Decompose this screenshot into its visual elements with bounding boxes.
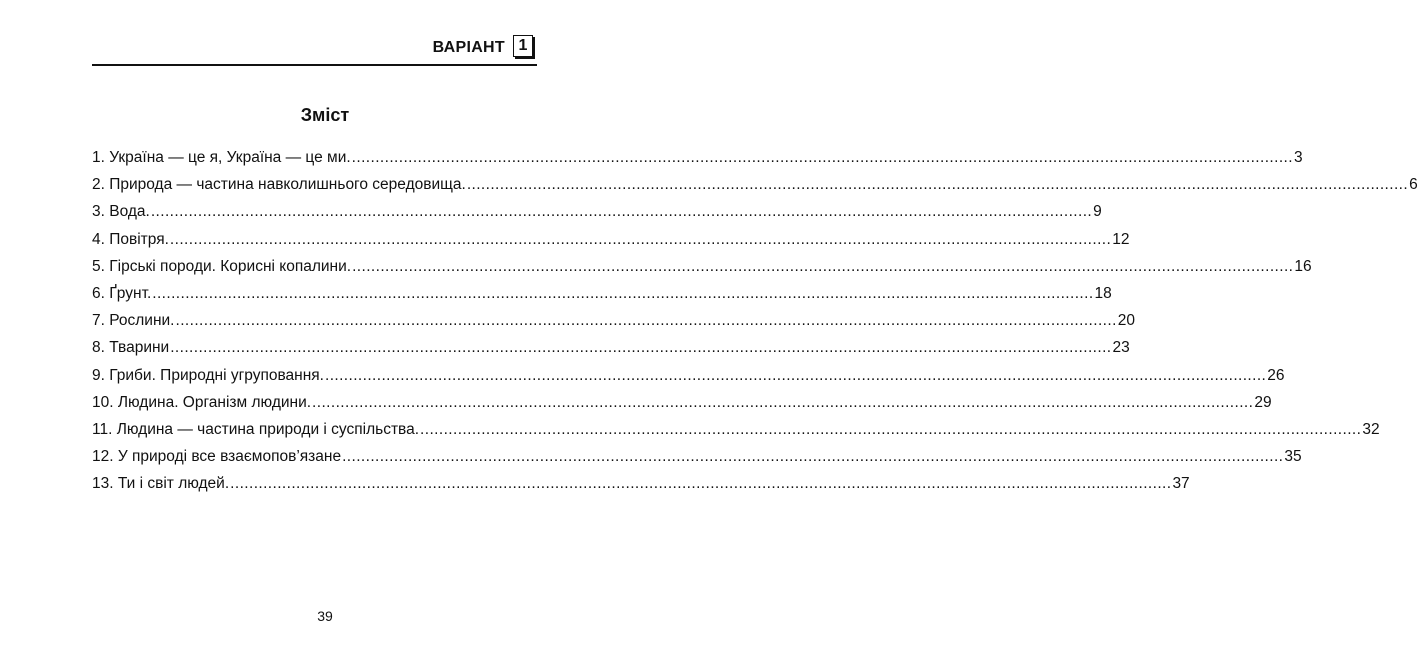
toc-item-title: 7. Рослини. — [92, 312, 175, 330]
toc-title: Зміст — [300, 105, 350, 125]
toc-item — [92, 171, 1418, 198]
toc-leader-dots: ........................................................................................................................................................................................................ — [351, 149, 1293, 166]
toc-item-page: 3 — [1293, 149, 1303, 166]
page-header — [92, 30, 537, 66]
toc-item-page: 20 — [1117, 312, 1136, 330]
toc-item-page: 32 — [1362, 420, 1380, 438]
toc-item-title: 12. У природі все взаємопов’язане — [92, 448, 342, 466]
variant-label: ВАРІАНТ — [432, 39, 505, 56]
toc-item-page: 23 — [1112, 339, 1130, 357]
toc-item-title: 4. Повітря. — [92, 230, 169, 248]
toc-item-page: 35 — [1284, 448, 1302, 466]
toc-item-title: 11. Людина — частина природи і суспільства. — [92, 420, 420, 438]
toc-item-title: 10. Людина. Організм людини. — [92, 393, 312, 411]
toc-item-page: 37 — [1172, 475, 1190, 493]
variant-number-badge: 1 — [513, 35, 533, 57]
toc-item — [92, 362, 1285, 389]
toc-item — [92, 226, 1130, 253]
toc-leader-dots: ........................................................................................................................................................................................................ — [352, 257, 1294, 275]
toc-item-title: 5. Гірські породи. Корисні копалини. — [92, 257, 352, 275]
toc-leader-dots: ........................................................................................................................................................................................................ — [230, 475, 1172, 493]
toc-item — [92, 470, 1190, 497]
toc-item-title: 6. Ґрунт. — [92, 284, 152, 302]
toc-item-page: 18 — [1094, 284, 1112, 302]
toc-item-title: 9. Гриби. Природні угруповання. — [92, 366, 324, 384]
toc-leader-dots: ........................................................................................................................................................................................................ — [150, 203, 1093, 221]
toc-item-page: 16 — [1294, 257, 1312, 275]
toc-item — [92, 416, 1380, 443]
page-number: 39 — [317, 608, 333, 624]
toc-item-page: 9 — [1093, 203, 1102, 221]
toc-item-title: 2. Природа — частина навколишнього середовища. — [92, 176, 466, 194]
toc-item — [92, 334, 1130, 361]
toc-item-page: 26 — [1267, 366, 1285, 384]
toc-item-page: 12 — [1112, 230, 1130, 248]
toc-item — [92, 280, 1112, 307]
toc-item — [92, 198, 1102, 225]
toc-item-title: 8. Тварини — [92, 339, 170, 357]
toc-item — [92, 389, 1272, 416]
toc-leader-dots: ........................................................................................................................................................................................................ — [466, 176, 1409, 194]
toc-item-page: 6 — [1409, 176, 1418, 194]
toc-leader-dots: ........................................................................................................................................................................................................ — [312, 393, 1254, 411]
toc-leader-dots: ........................................................................................................................................................................................................ — [420, 420, 1362, 438]
toc-item-page: 29 — [1254, 393, 1272, 411]
toc-leader-dots: ........................................................................................................................................................................................................ — [169, 230, 1112, 248]
toc-item-title: 1. Україна — це я, Україна — це ми. — [92, 149, 351, 166]
toc-leader-dots: ........................................................................................................................................................................................................ — [152, 284, 1094, 302]
toc-leader-dots: ........................................................................................................................................................................................................ — [324, 366, 1267, 384]
table-of-contents — [92, 144, 1418, 497]
toc-leader-dots: ........................................................................................................................................................................................................ — [175, 312, 1117, 330]
header-rule — [92, 64, 537, 66]
toc-item-title: 13. Ти і світ людей. — [92, 475, 230, 493]
toc-item — [92, 307, 1136, 334]
toc-item — [92, 144, 1303, 171]
toc-item — [92, 253, 1312, 280]
toc-leader-dots: ........................................................................................................................................................................................................ — [170, 339, 1112, 357]
toc-item — [92, 443, 1302, 470]
toc-leader-dots: ........................................................................................................................................................................................................ — [342, 448, 1284, 466]
toc-item-title: 3. Вода. — [92, 203, 150, 221]
